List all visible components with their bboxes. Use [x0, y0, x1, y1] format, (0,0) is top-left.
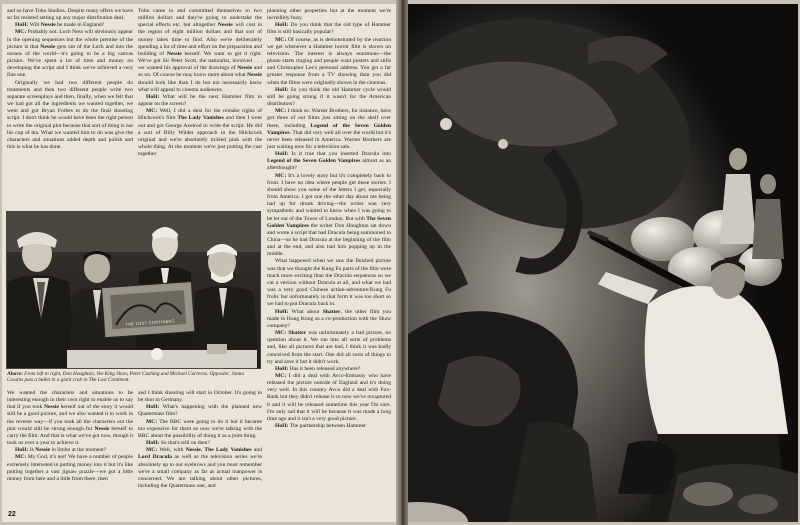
spine-gutter: [396, 0, 408, 525]
paragraph: We wanted the characters and situations to be interesting enough in their own right to enable us to say that if you took Nessie herself out of the story it would still be a good picture, and we also wanted it to work in the reverse way—if you took all the characters out the plot would still be strong enough for Nessie herself to carry the film. And that is what we've got now, though it took us over a year to achieve it.: [7, 390, 133, 447]
paragraph: HoH: Will Nessie be made in England?: [15, 22, 105, 29]
column-top-left: [7, 8, 133, 208]
paragraph: MC: Well, I did a deal for the remake rights of Hitchcock's film The Lady Vanishes and then I went out and got George Axelrod to write the script. He did a sort of Billy Wilder approach to the Hitchcock original and we're absolutely tickled pink with the whole thing. At the moment we're just putting the cast together: [138, 108, 262, 158]
paragraph: planning other properties but at the moment we're incredibly busy.: [267, 8, 391, 22]
left-page: [2, 4, 396, 522]
paragraph: MC: The BBC were going to do it but it became too expensive for them so now we're talking with the BBC about the possibility of doing it as a joint thing.: [138, 418, 262, 439]
caption-lead: Above:: [7, 371, 23, 377]
paragraph: MC: My God, it's not! We have a number of people extremely interested in putting money into it but it's like putting together a vast jigsaw puzzle—we got a little money from here and a little from there, then: [7, 454, 133, 482]
paragraph: HoH: Has it been released anywhere?: [275, 365, 361, 372]
paragraph: MC: Well, with Nessie, The Lady Vanishes and Lord Dracula as well as the television series we're absolutely up to our eyebrows and you must remember we're a small company as far as actual manpower is concerned. We are talking about other pictures, including the Quatermass one, and: [138, 447, 262, 490]
paragraph: Originally we had two different people do treatments and then two different people write two separate screenplays and then, finally, when we felt that we had got all the ingredients we wanted together, we went and got Bryan Forbes to do the final shooting script. I don't think he would have been the right person to write the original plot because that sort of thing is not his cup of tea. What we wanted him to do was give the characters and situations added depth and polish and this is what he has done.: [7, 79, 133, 150]
paragraph: HoH: So you think the old Hammer cycle would still be going strong if it wasn't for the American distributors?: [267, 86, 391, 108]
paragraph: HoH: The partnership between Hammer: [275, 423, 366, 430]
column-bottom-left: [7, 390, 133, 510]
placard: [102, 282, 195, 338]
paragraph: What happened when we saw the finished picture was that we thought the Kung Fu parts of the film were much more exciting than the Dracula sequences so we cut a version without Dracula at all, and what we had was a very good Chinese action-adventure/Kung Fu frolic but unfortunately in that form it was too short so we had to put Dracula back in.: [267, 258, 391, 308]
caption-text: From left to right, Don Houghton, Vee King Shaw, Peter Cushing and Michael Carreras. Opposite: James Cossins puts a bullet in a giant crab in The Lost Continent.: [7, 371, 245, 384]
paragraph: and I think shooting will start in October. It's going to be shot in Germany.: [138, 390, 262, 404]
paragraph: Toho came in and committed themselves to two million dollars and they're going to undertake the special effects etc, but altogether Nessie will cost in the region of eight million dollars and that sort of money takes time to find. Also we're deliberately spending a lot of time and effort on the preparation and building of Nessie herself. We want to get it right. We've got Sir Peter Scott, the naturalist, involved . . . we wanted his approval of the drawings of Nessie and so on. Of course he may know more about what Nessie should look like than I do but not necessarily know what will appeal to cinema audiences.: [138, 8, 262, 93]
column-bottom-middle: [138, 390, 262, 510]
placard-label: THE LOST CONTINENT: [125, 318, 175, 327]
paragraph: HoH: What will be the next Hammer film to appear on the screen?: [138, 93, 262, 108]
paragraph: MC: I did a deal with Avco-Embassy who have released the picture outside of England and it's doing very well. In this country Avco did a deal with Fox-Rank but they didn't release it so now we've recaptured it and it will be released sometime this year I'm sure. I'm only sad that it will be because it was made a long time ago and it isn't a very good picture.: [267, 372, 391, 422]
photo-caption: [7, 371, 259, 384]
paragraph: MC: I think so. Warner Brothers, for instance, have got three of our films just sitting on the shelf over there, including Legend of the Seven Golden Vampires. That did very well all over the world but it's never been released in America. Warner Brothers are just waiting now for a television sale.: [267, 108, 391, 150]
photo-illustration: [7, 212, 261, 369]
photo-four-men-with-placard: [6, 211, 261, 369]
column-top-middle: [138, 8, 262, 208]
paragraph: HoH: Is it true that you inserted Dracula into Legend of the Seven Golden Vampires almost as an afterthought?: [267, 151, 391, 172]
paragraph: MC: Probably not. Loch Ness will obviously appear in the opening sequences but the whole premise of the picture is that Nessie gets out of the Loch and into the oceans of the world—it's going to be a big canvas picture. We've spent a lot of time and money on developing the script and I think we've achieved a very fine one.: [7, 29, 133, 79]
paragraph: HoH: So that's still on then?: [146, 440, 210, 447]
paragraph: HoH: Do you think that the old type of Hammer film is still basically popular?: [267, 22, 391, 36]
paragraph: MC: It's a lovely story but it's completely back to front. I have no idea where people get these stories. I should show you some of the letters I get, especially from America. I got one the other day about me being had up for drunk driving—the writer was very sympathetic and wanted to know when I was going to be let out of the Tower of London. But with The Seven Golden Vampires the writer Don Houghton sat down and wrote a script that had Dracula being summoned to China—so he had Dracula at the beginning of the film and at the end, and also had him popping up in the middle.: [267, 172, 391, 258]
paragraph: HoH: Is Nessie in limbo at the moment?: [15, 447, 107, 454]
paragraph: and so have Toho Studios. Despite many offers we have so far resisted setting up any major distribution deal.: [7, 8, 133, 22]
paragraph: HoH: What's happening with the planned new Quatermass film?: [138, 404, 262, 418]
paragraph: HoH: What about Shatter, the other film you made in Hong Kong as a co-production with the Shaw company?: [267, 308, 391, 329]
paragraph: MC: Shatter was unfortunately a bad picture, no question about it. We ran into all sorts of problems and, like all pictures that are bad, I think it was badly conceived from the start. One did all sorts of things to try and save it but it didn't work.: [267, 330, 391, 365]
paragraph: MC: Of course, as is demonstrated by the reaction we get whenever a Hammer horror film is shown on television. The interest is always enormous—the phone starts ringing and people want posters and stills and Christopher Lee's personal address. You get a far greater response from a TV showing than you did when the films were originally shown in the cinemas.: [267, 36, 391, 86]
film-still-giant-crab: [408, 4, 798, 522]
right-page-film-still: [408, 4, 798, 522]
page-number: 22: [8, 511, 16, 518]
column-right: [267, 8, 391, 508]
